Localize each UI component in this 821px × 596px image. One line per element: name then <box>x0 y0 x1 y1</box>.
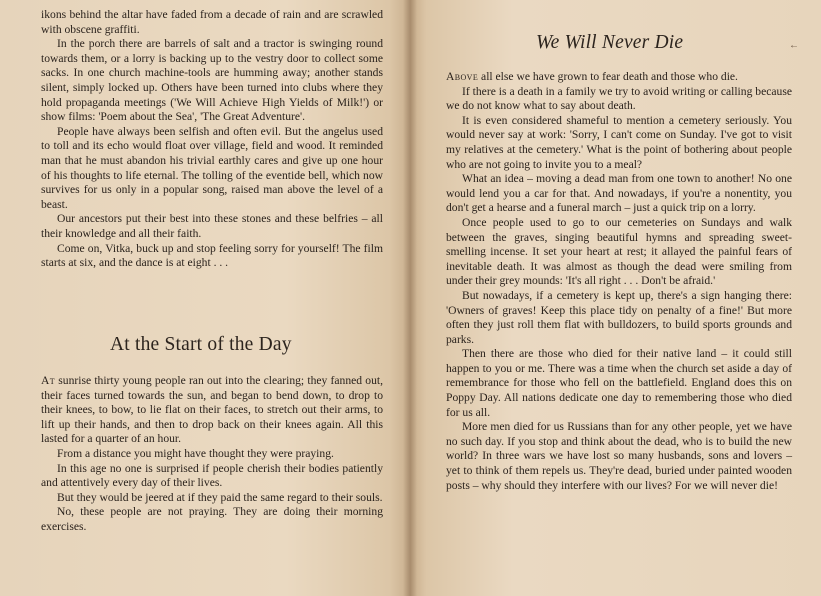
paragraph: It is even considered shameful to mention a cemetery seriously. You would never say at work: 'Sorry, I can't come on Sunday. I've got to visit my relatives at the cemetery.' What is the point of bothering about people who are not going to invite you to a meal? <box>446 113 792 171</box>
paragraph: From a distance you might have thought they were praying. <box>57 446 334 460</box>
book-gutter <box>403 0 417 596</box>
paragraph: Then there are those who died for their native land – it could still happen to you or me. There was a time when the church set aside a day of remembrance for those who fell on the battlefield. England does this on Poppy Day. All nations dedicate one day to remembering those who died for us all. <box>446 347 792 419</box>
paragraph: But they would be jeered at if they paid the same regard to their souls. <box>57 490 383 504</box>
paragraph-first <box>41 374 383 447</box>
left-page-text-top <box>41 8 383 271</box>
paragraph: Once people used to go to our cemeteries on Sundays and walk between the graves, singing beautiful hymns and spreading sweet-smelling incense. It set your heart at rest; it allayed the painful fears of inevitable death. It was almost as though the dead were smiling from under their grey mounds: 'It's all right . . . Don't be afraid.' <box>446 215 792 288</box>
margin-mark: ← <box>789 40 799 51</box>
paragraph: But nowadays, if a cemetery is kept up, there's a sign hanging there: 'Owners of graves! Keep this place tidy on penalty of a fine!' But more often they just roll them flat with bulldozers, to build sports grounds and parks. <box>446 288 792 346</box>
paragraph: What an idea – moving a dead man from one town to another! No one would lend you a car for that. And nowadays, if you're a nonentity, you don't get a hearse and a funeral march – just a quick trip on a lorry. <box>446 172 792 215</box>
paragraph: ikons behind the altar have faded from a decade of rain and are scrawled with obscene graffiti. <box>41 8 383 36</box>
lead-in: At <box>41 374 56 387</box>
paragraph: Come on, Vitka, buck up and stop feeling sorry for yourself! The film starts at six, and the dance is at eight . . . <box>41 241 383 270</box>
paragraph: More men died for us Russians than for any other people, yet we have no such day. If you stop and think about the dead, who is to build the new world? In three wars we have lost so many husbands, sons and lovers – yet to think of them repels us. They're dead, buried under painted wooden posts – why should they interfere with our lives? For we will never die! <box>446 420 792 492</box>
chapter-heading-never-die: We Will Never Die <box>536 32 684 53</box>
paragraph-rest: sunrise thirty young people ran out into the clearing; they fanned out, their faces turned towards the sun, and began to bend down, to drop to their knees, to bow, to lie flat on their faces, to stretch out their arms, to lift up their hands, and then to drop back on their knees again. All this lasted for a quarter of an hour. <box>41 374 383 446</box>
left-page <box>0 0 410 596</box>
lead-in: Above <box>446 70 479 83</box>
paragraph: People have always been selfish and often evil. But the angelus used to toll and its echo would float over village, field and wood. It reminded man that he must abandon his trivial earthly cares and give up one hour of his thoughts to life eternal. The tolling of the eventide bell, which now survives for us only in a popular song, raised man above the level of a beast. <box>41 124 383 211</box>
left-page-text-bottom <box>41 374 383 535</box>
paragraph: If there is a death in a family we try to avoid writing or calling because we do not know what to say about death. <box>446 84 792 113</box>
right-page <box>410 0 821 596</box>
paragraph: In this age no one is surprised if people cherish their bodies patiently and attentively every day of their lives. <box>41 461 383 490</box>
chapter-heading-start-of-day: At the Start of the Day <box>110 334 292 355</box>
paragraph: Our ancestors put their best into these stones and these belfries – all their knowledge and all their faith. <box>41 212 383 240</box>
paragraph-rest: all else we have grown to fear death and those who die. <box>478 70 738 83</box>
paragraph: No, these people are not praying. They are doing their morning exercises. <box>41 505 383 533</box>
right-page-text <box>446 70 792 493</box>
paragraph: In the porch there are barrels of salt and a tractor is swinging round towards them, or a lorry is backing up to the vestry door to collect some sacks. In one church machine-tools are humming away; another stands silent, simply locked up. Others have been turned into clubs where they hold propaganda meetings ('We Will Achieve High Yields of Milk!') or show films: 'Poem about the Sea', 'The Great Adventure'. <box>41 37 383 124</box>
paragraph-first <box>446 70 792 85</box>
